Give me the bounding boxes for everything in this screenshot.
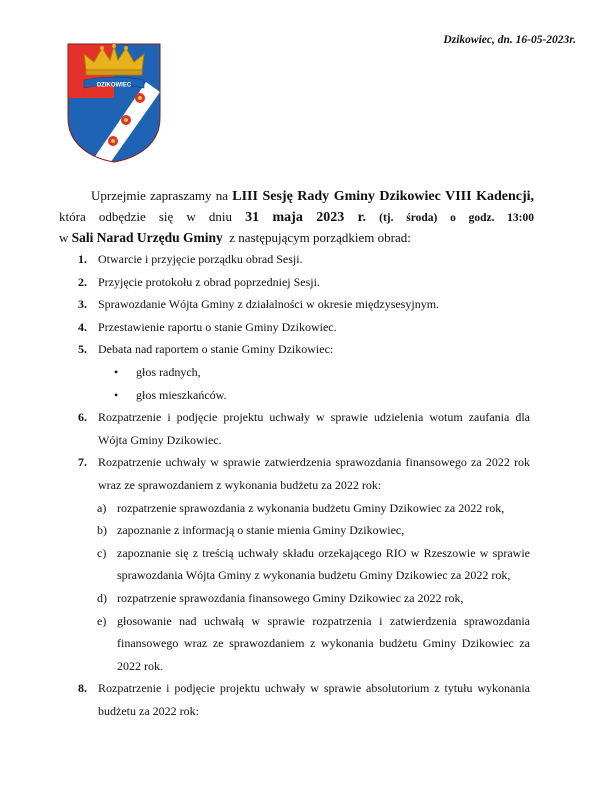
- agenda-subitem: d) rozpatrzenie sprawozdania finansowego Gminy Dzikowiec za 2022 rok,: [97, 590, 464, 605]
- intro-line-1: Uprzejmie zapraszamy na LIII Sesję Rady Gminy Dzikowiec VIII Kadencji,: [91, 188, 535, 204]
- agenda-subitem: a) rozpatrzenie sprawozdania z wykonania budżetu Gminy Dzikowiec za 2022 rok,: [97, 500, 505, 515]
- agenda-subitem: b) zapoznanie z informacją o stanie mienia Gminy Dzikowiec,: [97, 523, 405, 538]
- crest-text: DZIKOWIEC: [96, 82, 132, 89]
- agenda-bullet: • głos mieszkańców.: [0, 384, 612, 407]
- intro-line-3: w Sali Narad Urzędu Gminy z następującym porządkiem obrad:: [59, 230, 411, 245]
- agenda-bullet: • głos radnych,: [0, 361, 612, 384]
- agenda-subitem: e) głosowanie nad uchwałą w sprawie rozpatrzenia i zatwierdzenia sprawozdania finansowego wraz ze sprawozdaniem z wykonania budżetu Gminy Dzikowiec za 2022 rok.: [97, 613, 530, 673]
- agenda-item: 3. Sprawozdanie Wójta Gminy z działalności w okresie międzysesyjnym.: [78, 297, 440, 312]
- agenda-item: 8. Rozpatrzenie i podjęcie projektu uchwały w sprawie absolutorium z tytułu wykonania budżetu za 2022 rok:: [78, 681, 530, 718]
- agenda-subitem: c) zapoznanie się z treścią uchwały składu orzekającego RIO w Rzeszowie w sprawie sprawozdania Wójta Gminy z wykonania budżetu Gminy Dzikowiec za 2022 rok,: [97, 545, 530, 583]
- agenda-item: 4. Przestawienie raportu o stanie Gminy Dzikowiec.: [78, 319, 337, 334]
- agenda-item: 2. Przyjęcie protokołu z obrad poprzedniej Sesji.: [78, 274, 320, 289]
- intro-line-2: która odbędzie się w dniu 31 maja 2023 r. (tj. środa) o godz. 13:00: [59, 209, 535, 225]
- agenda-list: [0, 248, 612, 722]
- agenda-item: 1. Otwarcie i przyjęcie porządku obrad Sesji.: [78, 252, 303, 266]
- bullet-icon: •: [114, 387, 119, 402]
- coat-of-arms-logo: [64, 40, 164, 165]
- agenda-item: 7. Rozpatrzenie uchwały w sprawie zatwierdzenia sprawozdania finansowego za 2022 rok wraz ze sprawozdaniem z wykonania budżetu za 2022 rok:: [78, 455, 530, 492]
- agenda-item: 6. Rozpatrzenie i podjęcie projektu uchwały w sprawie udzielenia wotum zaufania dla Wójta Gminy Dzikowiec.: [78, 410, 530, 447]
- invitation-text: [59, 186, 534, 248]
- bullet-icon: •: [114, 364, 119, 379]
- place-date: Dzikowiec, dn. 16-05-2023r.: [443, 34, 576, 46]
- agenda-item: 5. Debata nad raportem o stanie Gminy Dzikowiec:: [78, 342, 334, 357]
